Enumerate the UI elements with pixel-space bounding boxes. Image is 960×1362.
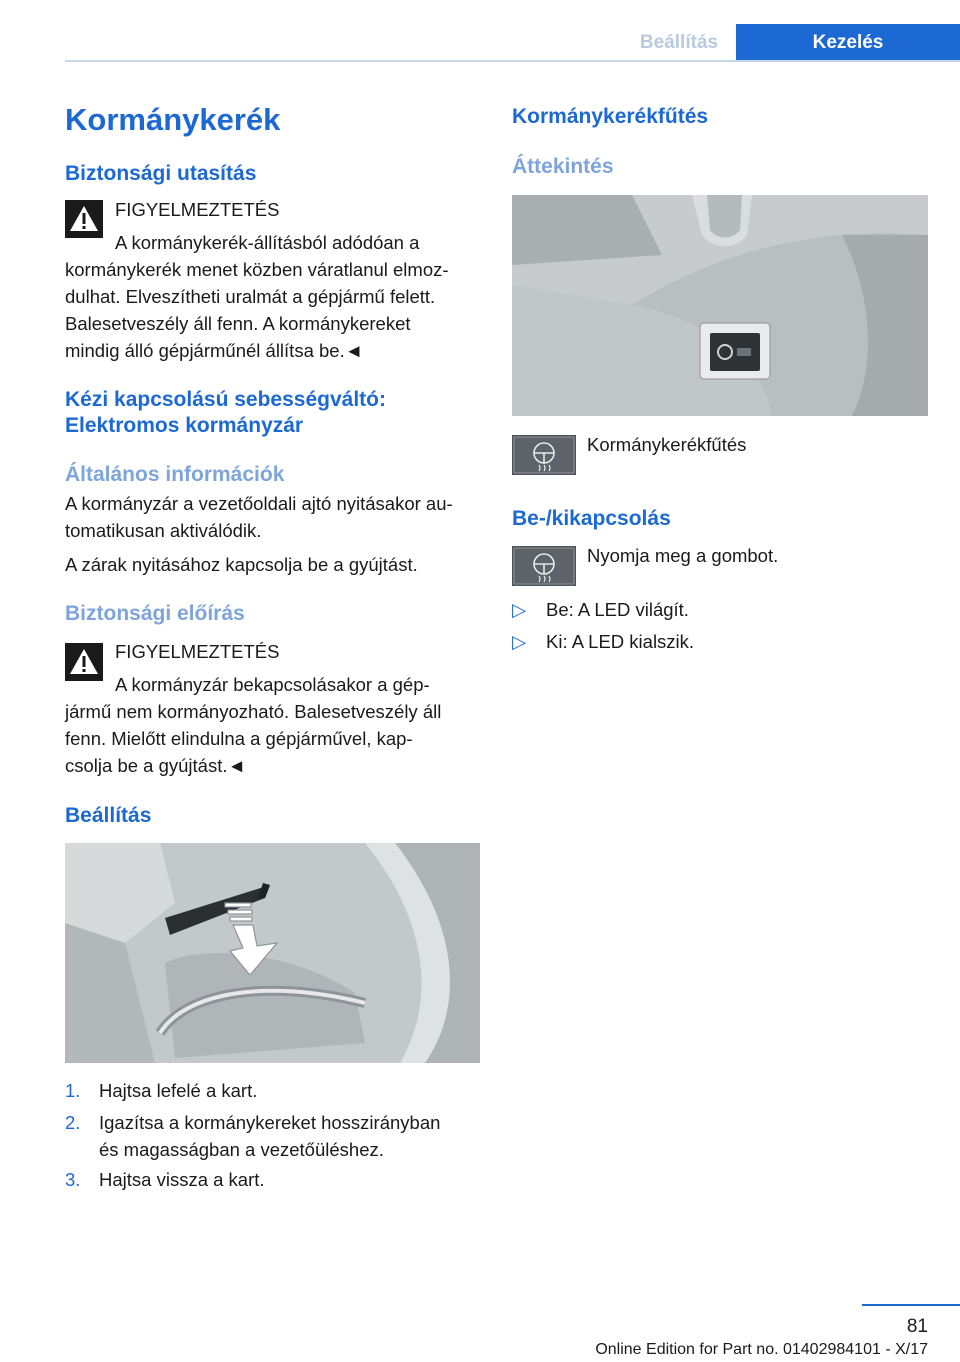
warning-text: csolja be a gyújtást.◄	[65, 755, 246, 776]
body-paragraph: A kormányzár a vezetőoldali ajtó nyitásakor au-	[65, 493, 453, 514]
footer-rule	[862, 1304, 960, 1306]
list-item	[65, 1077, 480, 1104]
bullet-text: Ki: A LED kialszik.	[546, 631, 695, 652]
warning-triangle-icon	[65, 643, 103, 681]
page-number: 81	[906, 1316, 928, 1337]
switch-caption: Nyomja meg a gombot.	[587, 545, 779, 566]
steering-lever-photo	[65, 843, 480, 1063]
heated-steering-wheel-icon	[512, 435, 576, 475]
warning-text: fenn. Mielőtt elindulna a gépjárművel, kap-	[65, 728, 413, 749]
adjust-heading: Beállítás	[65, 804, 152, 827]
tab-section: Beállítás	[639, 32, 719, 53]
warning-text: Balesetveszély áll fenn. A kormánykereket	[65, 313, 411, 334]
step-number: 3.	[65, 1169, 81, 1190]
step-text: Hajtsa vissza a kart.	[99, 1169, 265, 1190]
step-number: 1.	[65, 1080, 81, 1101]
tab-chapter: Kezelés	[736, 24, 960, 62]
page-title: Kormánykerék	[65, 102, 281, 137]
step-number: 2.	[65, 1112, 81, 1133]
triangle-right-icon: ▷	[512, 599, 527, 620]
step-text: és magasságban a vezetőüléshez.	[99, 1139, 384, 1160]
list-item	[512, 596, 928, 623]
general-heading: Általános információk	[65, 463, 285, 486]
button-caption: Kormánykerékfűtés	[587, 434, 747, 455]
body-paragraph: A zárak nyitásához kapcsolja be a gyújtást.	[65, 554, 418, 575]
overview-heading: Áttekintés	[512, 155, 614, 178]
list-item	[65, 1109, 480, 1163]
footer-edition: Online Edition for Part no. 01402984101 - X/17	[595, 1341, 928, 1358]
warning-text: A kormányzár bekapcsolásakor a gép-	[115, 674, 430, 695]
warning-label: FIGYELMEZTETÉS	[115, 199, 280, 220]
list-item	[65, 1166, 480, 1193]
manual-heading: Elektromos kormányzár	[65, 414, 304, 437]
section-title: Kormánykerékfűtés	[512, 105, 709, 128]
warning-text: kormánykerék menet közben váratlanul elmoz-	[65, 259, 449, 280]
warning-triangle-icon	[65, 200, 103, 238]
header-tabs	[622, 24, 960, 62]
safety-heading: Biztonsági utasítás	[65, 162, 257, 185]
heated-steering-wheel-icon	[512, 546, 576, 586]
step-text: Hajtsa lefelé a kart.	[99, 1080, 258, 1101]
header-rule	[65, 60, 960, 62]
precaution-heading: Biztonsági előírás	[65, 602, 245, 625]
warning-text: mindig álló gépjárműnél állítsa be.◄	[65, 340, 364, 361]
warning-label: FIGYELMEZTETÉS	[115, 641, 280, 662]
manual-heading: Kézi kapcsolású sebességváltó:	[65, 388, 386, 411]
bullet-text: Be: A LED világít.	[546, 599, 689, 620]
triangle-right-icon: ▷	[512, 631, 527, 652]
dashboard-button-photo	[512, 195, 928, 416]
warning-text: jármű nem kormányozható. Balesetveszély áll	[65, 701, 442, 722]
body-paragraph: tomatikusan aktiválódik.	[65, 520, 262, 541]
switch-heading: Be-/kikapcsolás	[512, 507, 671, 530]
step-text: Igazítsa a kormánykereket hosszirányban	[99, 1112, 441, 1133]
warning-text: dulhat. Elveszítheti uralmát a gépjármű felett.	[65, 286, 436, 307]
list-item	[512, 628, 928, 655]
warning-text: A kormánykerék-állításból adódóan a	[115, 232, 420, 253]
